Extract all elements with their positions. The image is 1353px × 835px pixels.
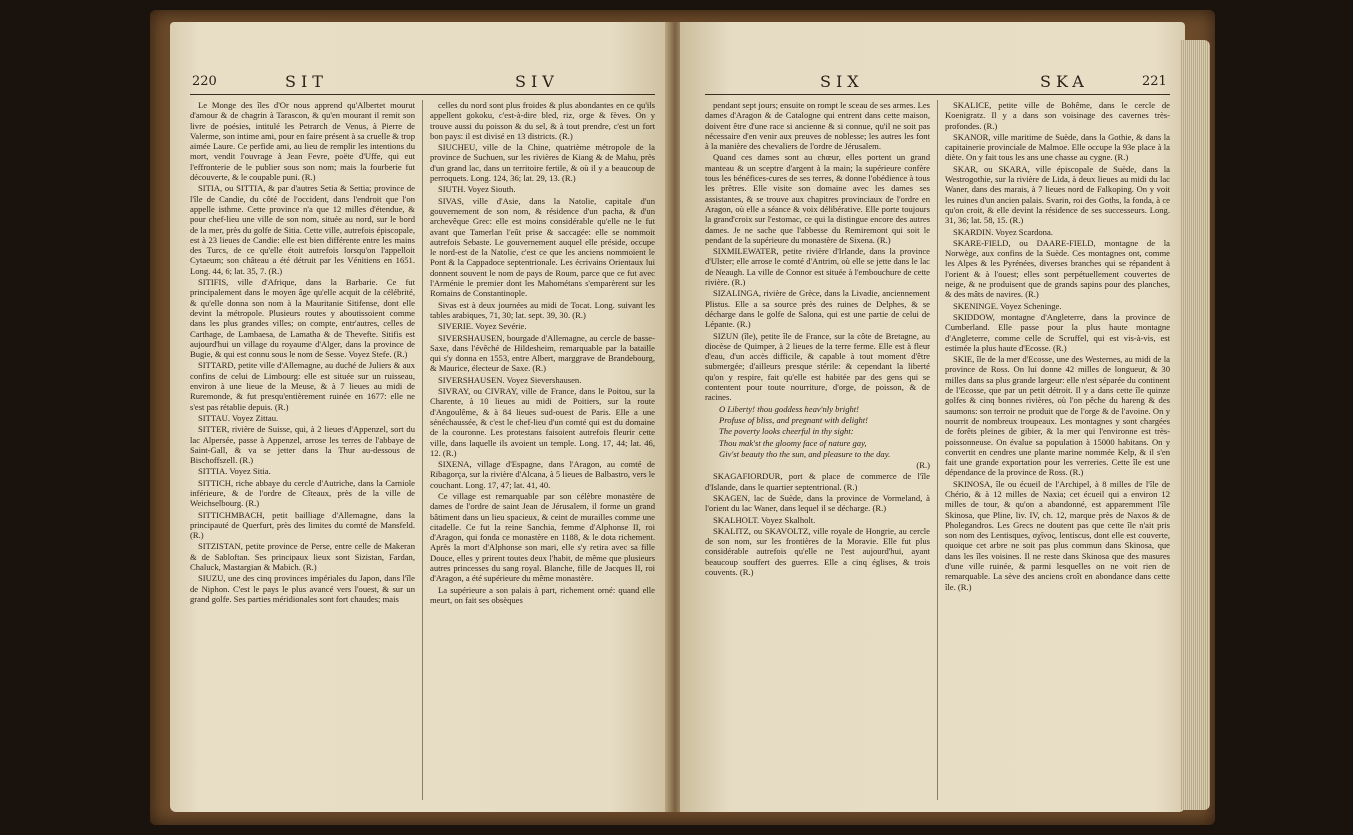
- entry-paragraph: SITTICHMBACH, petit bailliage d'Allemagne, dans la principauté de Querfurt, près des limites du comté de Mansfeld. (R.): [190, 509, 415, 541]
- entry-paragraph: SITTIA. Voyez Sitia.: [198, 466, 271, 477]
- entry-paragraph: SIUZU, une des cinq provinces impériales du Japon, dans l'île de Niphon. C'est le pays le plus avancé vers l'ouest, & sur un grand golfe. Ses parties méridionales sont fort chaudes; mais: [190, 573, 415, 604]
- entry-paragraph: SIXMILEWATER, petite rivière d'Irlande, dans la province d'Ulster; elle arrose le comté d'Antrim, où elle se jette dans le lac de Neaugh. La ville de Connor est située à l'embouchure de cette rivière. (R.): [705, 246, 930, 288]
- entry-paragraph: SIVRAY, ou CIVRAY, ville de France, dans le Poitou, sur la Charente, à 10 lieues au midi de Poitiers, sur la route d'Angoulême, & à 84 lieues sud-ouest de Paris. Elle a une sénéchaussée, & c'est le chef-lieu d'un comté qui est du domaine de la couronne. Les protestans faisoient autrefois fleurir cette ville, dans laquelle ils avoient un temple. Long. 17, 44; lat. 46, 12. (R.): [430, 386, 655, 458]
- entry-paragraph: SKIDDOW, montagne d'Angleterre, dans la province de Cumberland. Elle passe pour la plus haute montagne d'Angleterre, comme celle de Scruffel, qui est vis-à-vis, est estimée la plus haute d'Ecosse. (R.): [945, 311, 1170, 353]
- entry-paragraph: SIXENA, village d'Espagne, dans l'Aragon, au comté de Ribagorça, sur la rivière d'Alcana, à 5 lieues de Balbastro, vers le couchant. Long. 17, 47; lat. 41, 40.: [430, 459, 655, 490]
- entry-paragraph: Profuse of bliss, and pregnant with delight!: [719, 414, 869, 425]
- right-running-head-2: SKA: [1040, 72, 1089, 91]
- entry-paragraph: Quand ces dames sont au chœur, elles portent un grand manteau & un sceptre d'argent à la main; la supérieure confère tous les bénéfices-cures de ses terres, & donne l'obédience à tous les prêtres. Elle visite son domaine avec les dames ses assistantes, & se trouve aux chapitres provinciaux de l'ordre en Aragon, où elle a séance & voix délibérative. Elle porte toujours la grand'croix sur l'estomac, ce qui la distingue encore des autres dames. Je ne sache que l'abbesse du Remiremont qui soit le pendant de la supérieure du monastère de Sixena. (R.): [705, 152, 930, 245]
- right-page-header: [680, 70, 1185, 94]
- column-divider: [937, 100, 938, 800]
- entry-paragraph: The poverty looks cheerful in thy sight:: [719, 426, 854, 437]
- entry-paragraph: SKAGEN, lac de Suède, dans la province de Vormeland, à l'orient du lac Waner, dans lequel il se décharge. (R.): [705, 492, 930, 514]
- left-column-2: [430, 100, 655, 800]
- page-edges: [1180, 40, 1210, 810]
- entry-paragraph: Ce village est remarquable par son célèbre monastère de dames de l'ordre de saint Jean de Jérusalem, il forme un grand bâtiment dans un lieu spacieux, & ceint de murailles comme une citadelle. Ce fut la reine Sanchia, femme d'Alphonse II, roi d'Aragon, qui fonda ce monastère en 1188, & le dota richement. Après la mort d'Alphonse son mari, elle s'y retira avec sa fille Douce, elles y prirent toutes deux l'habit, de même que plusieurs autres princesses du sang royal. Blanche, fille de Jacques II, roi d'Aragon, a été supérieure du même monastère.: [430, 490, 655, 584]
- entry-paragraph: Le Monge des îles d'Or nous apprend qu'Albertet mourut d'amour & de chagrin à Tarascon, & qu'en mourant il remit son livre de poésies, intitulé les Petrarch de Venus, à Pierre de Valerme, son intime ami, pour en faire présent à sa cruelle & trop aimée Laure. Ce perfide ami, au lieu de remplir les intentions du mort, vendit l'ouvrage à Jean Fevre, poëte d'Uffe, qui eut l'effronterie de le publier sous son nom; mais la fourberie fut découverte, & le coupable puni. (R.): [190, 100, 415, 183]
- entry-paragraph: O Liberty! thou goddess heav'nly bright!: [719, 403, 860, 414]
- left-page-header: [170, 70, 670, 94]
- left-running-head-2: SIV: [515, 72, 559, 91]
- entry-paragraph: SITZISTAN, petite province de Perse, entre celle de Makeran & de Sabloftan. Ses principaux lieux sont Sizistan, Fardan, Chaluck, Mastargian & Mabich. (R.): [190, 541, 415, 573]
- entry-paragraph: SIUTH. Voyez Siouth.: [438, 184, 516, 195]
- entry-paragraph: SKAR, ou SKARA, ville épiscopale de Suède, dans la Westrogothie, sur la rivière de Lida, à deux lieues au midi du lac Waner, dans des marais, à 7 lieues nord de Falkoping. On y voit les ruines d'un ancien palais. Svarin, roi des Goths, la fonda, à ce qu'on croit, & elle devint la résidence de ses successeurs. Long. 31, 36; lat. 58, 15. (R.): [945, 163, 1170, 226]
- entry-paragraph: SKINOSA, île ou écueil de l'Archipel, à 8 milles de l'île de Chério, & à 12 milles de Naxia; cet écueil qui a environ 12 milles de tour, & qu'on a abandonné, est apparemment l'île Skinosa, que Pline, liv. IV, ch. 12, marque près de Naxos & de Pholegandros. Les Grecs ne doutent pas que cette île n'ait pris son nom des Lentisques, σχῖνος, lentiscus, dont elle est couverte, quoique cet arbre ne soit pas plus commun dans Skinosa, que dans les îles voisines. Il ne reste dans Skinosa que des masures d'une ville ruinée, & parmi lesquelles on ne voit rien de remarquable. La sève des anciens croît en abondance dans cette île. (R.): [945, 478, 1170, 592]
- right-column-2: [945, 100, 1170, 800]
- entry-paragraph: SKAGAFIORDUR, port & place de commerce de l'île d'Islande, dans le quartier septentrional. (R.): [705, 471, 930, 492]
- entry-paragraph: SITIFIS, ville d'Afrique, dans la Barbarie. Ce fut principalement dans le moyen âge qu'elle acquit de la célébrité, & qu'elle donna son nom à la Mauritanie Sitifense, dont elle devint la métropole. Plusieurs routes y aboutissoient comme dans les plus grandes villes; on compte, entr'autres, celles de Carthage, de Lambaesa, de Lamatha & de Thevefte. Sitifis est aujourd'hui un village du royaume d'Alger, dans la province de Bugie, & qui est connu sous le nom de Sesse. Voyez Stefe. (R.): [190, 277, 415, 360]
- entry-paragraph: SIZALINGA, rivière de Grèce, dans la Livadie, anciennement Plistus. Elle a sa source près des ruines de Delphes, & se décharge dans le golfe de Salona, qui est une partie de celui de Lépante. (R.): [705, 288, 930, 330]
- right-running-head-1: SIX: [820, 72, 864, 91]
- entry-paragraph: SKALHOLT. Voyez Skalholt.: [713, 514, 816, 525]
- entry-paragraph: SIVAS, ville d'Asie, dans la Natolie, capitale d'un gouvernement de son nom, & résidence d'un pacha, & d'un archevêque Grec: elle est moins considérable qu'elle ne le fut avant que Tamerlan l'eût prise & saccagée: elle se nommoit autrefois Sebaste. Le gouvernement auquel elle préside, occupe le nord-est de la Natolie, c'est ce que les anciens nommoient le Pont & la Cappadoce septentrionale. Les écrivains Orientaux lui donnent souvent le nom de pays de Roum, parce que ce fut avec l'Arménie le premier dont les Mahométans s'emparèrent sur les Romains de Constantinople.: [430, 195, 655, 299]
- header-rule: [190, 94, 655, 95]
- entry-paragraph: SITIA, ou SITTIA, & par d'autres Setia & Settia; province de l'île de Candie, du côté de l'occident, dans l'endroit que l'on appelle isthme. Cette province n'a que 12 milles d'étendue, & pour chef-lieu une ville de son nom, située au nord, sur le bord de la mer, près du golfe de Sitia. Cette ville, autrefois épiscopale, est à 23 lieues de Candie: elle est bien différente entre les mains des Turcs, de ce qu'elle étoit autrefois lorsqu'on l'appelloit Cytaeum; son château a été détruit par les Vénitiens en 1651. Long. 44, 6; lat. 35, 7. (R.): [190, 183, 415, 276]
- entry-paragraph: SIZUN (île), petite île de France, sur la côte de Bretagne, au diocèse de Quimper, à 2 lieues de la terre ferme. Elle est à fleur d'eau, d'un accès difficile, & capable à tout moment d'être submergée; d'ailleurs presque stérile: & cependant la liberté qu'on y respire, fait qu'elle est habitée par des gens qui se contentent pour toute nourriture, d'orge, de poisson, & de racines.: [705, 330, 930, 403]
- left-running-head-1: SIT: [285, 72, 328, 91]
- entry-paragraph: Sivas est à deux journées au midi de Tocat. Long. suivant les tables arabiques, 71, 30; lat. sept. 39, 30. (R.): [430, 299, 655, 320]
- entry-paragraph: Giv'st beauty tho the sun, and pleasure to the day.: [719, 448, 891, 459]
- entry-paragraph: SKENINGE. Voyez Scheninge.: [953, 300, 1062, 311]
- right-page-number: 221: [1142, 74, 1167, 89]
- entry-paragraph: SIVERIE. Voyez Sevérie.: [438, 321, 527, 332]
- entry-paragraph: SIVERSHAUSEN, bourgade d'Allemagne, au cercle de basse-Saxe, dans l'évêché de Hildesheim, remarquable par la bataille qui s'y donna en 1553, entre Albert, marggrave de Brandebourg, & Maurice, électeur de Saxe. (R.): [430, 332, 655, 374]
- entry-paragraph: SKARE-FIELD, ou DAARE-FIELD, montagne de la Norwège, aux confins de la Suède. Ces montagnes ont, comme les Alpes & les Pyrénées, diverses branches qui se répandent à l'orient & à l'ouest; elles sont perpétuellement couvertes de neige, & ne produisent que de grands sapins pour des planches, & des mâts de navires. (R.): [945, 237, 1170, 300]
- entry-paragraph: SKARDIN. Voyez Scardona.: [953, 226, 1053, 237]
- entry-paragraph: La supérieure a son palais à part, richement orné: quand elle meurt, on fait ses obsèques: [430, 584, 655, 605]
- entry-paragraph: (R.): [916, 460, 930, 471]
- entry-paragraph: SITTARD, petite ville d'Allemagne, au duché de Juliers & aux confins de celui de Limbourg: elle est située sur un ruisseau, environ à une lieue de la Meuse, & à 7 lieues au midi de Ruremonde, & fut presqu'entièrement ruinée en 1677: elle ne s'est pas rétablie depuis. (R.): [190, 360, 415, 412]
- entry-paragraph: SIUCHEU, ville de la Chine, quatrième métropole de la province de Suchuen, sur les rivières de Kiang & de Mahu, près d'un grand lac, dans un territoire fertile, & où il y a beaucoup de perroquets. Long. 124, 36; lat. 29, 13. (R.): [430, 142, 655, 184]
- right-page: [680, 22, 1185, 812]
- header-rule: [705, 94, 1170, 95]
- entry-paragraph: SKIE, île de la mer d'Ecosse, une des Westernes, au midi de la province de Ross. On lui donne 42 milles de longueur, & 30 milles dans sa plus grande largeur: elle n'est séparée du continent de l'Ecosse, que par un petit détroit. Il y a dans cette île quinze golfes & cinq bonnes rivières, où l'on pêche du hareng & des saumons: son terroir ne produit que de l'orge & de l'avoine. On y nourrit de nombreux troupeaux. Les montagnes y sont chargées de forêts pleines de gibier, & la mer qui l'environne est très-poissonneuse. On évalue sa population à 15000 habitans. On y convertit en cendres une plante marine nommée Kelp, & il s'en fait une grande exportation pour les verreries. Cette île est une dépendance de la province de Ross. (R.): [945, 354, 1170, 478]
- left-column-1: [190, 100, 415, 800]
- entry-paragraph: SIVERSHAUSEN. Voyez Sievershausen.: [438, 374, 582, 385]
- column-divider: [422, 100, 423, 800]
- right-column-1: [705, 100, 930, 800]
- entry-paragraph: SITTICH, riche abbaye du cercle d'Autriche, dans la Carniole inférieure, & de l'ordre de Cîteaux, près de la ville de Weichselbourg. (R.): [190, 477, 415, 509]
- entry-paragraph: pendant sept jours; ensuite on rompt le sceau de ses armes. Les dames d'Aragon & de Catalogne qui entrent dans cette maison, doivent être d'une race si ancienne & si connue, qu'il ne soit pas nécessaire d'en venir aux preuves de noblesse; les autres les font à la manière des chevaliers de l'ordre de Jérusalem.: [705, 100, 930, 152]
- entry-paragraph: SITTAU. Voyez Zittau.: [198, 412, 279, 423]
- left-page: [170, 22, 670, 812]
- left-page-number: 220: [192, 74, 217, 89]
- entry-paragraph: Thou mak'st the gloomy face of nature gay,: [719, 437, 867, 448]
- entry-paragraph: SITTER, rivière de Suisse, qui, à 2 lieues d'Appenzel, sort du lac Alpersée, passe à Appenzel, arrose les terres de l'abbaye de Saint-Gall, & va se jetter dans la Thur au-dessous de Bischoffszell. (R.): [190, 424, 415, 466]
- entry-paragraph: SKALITZ, ou SKAVOLTZ, ville royale de Hongrie, au cercle de son nom, sur les frontières de la Moravie. Elle fut plus considérable autrefois qu'elle ne l'est aujourd'hui, ayant beaucoup souffert des guerres. Elle a cinq églises, & trois couvents. (R.): [705, 525, 930, 578]
- entry-paragraph: celles du nord sont plus froides & plus abondantes en ce qu'ils appellent gokoku, c'est-à-dire bled, riz, orge & fèves. On y trouve aussi du poisson & du sel, & à tout prendre, c'est un fort bon pays: il est divisé en 13 districts. (R.): [430, 100, 655, 141]
- entry-paragraph: SKALICE, petite ville de Bohême, dans le cercle de Koenigratz. Il y a dans son voisinage des cavernes très-profondes. (R.): [945, 100, 1170, 131]
- entry-paragraph: SKANOR, ville maritime de Suède, dans la Gothie, & dans la capitainerie provinciale de Malmoe. Elle occupe la 93e place à la diète. On y fait tous les ans une chasse au cygne. (R.): [945, 131, 1170, 163]
